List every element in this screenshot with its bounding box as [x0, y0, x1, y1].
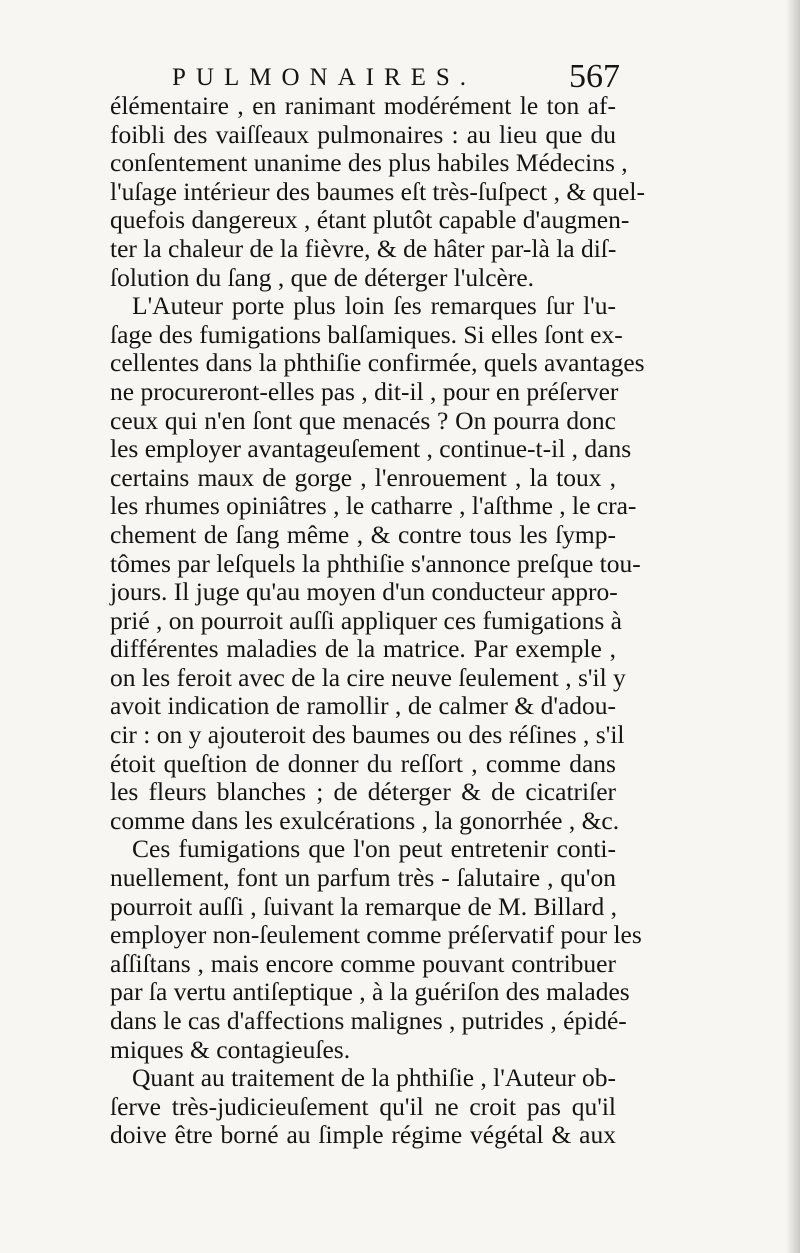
- text-line: conſentement unanime des plus habiles Médecins ,: [110, 148, 628, 178]
- text-line: cir : on y ajouteroit des baumes ou des réſines , s'il: [110, 720, 625, 750]
- text-line: dans le cas d'affections malignes , putrides , épidé-: [110, 1006, 627, 1035]
- page-edge-shadow: [786, 0, 800, 1253]
- text-line: les rhumes opiniâtres , le catharre , l'aſthme , le cra-: [110, 491, 637, 521]
- text-line: employer non-ſeulement comme préſervatif pour les: [110, 920, 642, 950]
- text-line: avoit indication de ramollir , de calmer & d'adou-: [110, 691, 616, 721]
- paragraph-4: [110, 1064, 616, 1150]
- text-line: Ces fumigations que l'on peut entretenir conti-: [132, 834, 616, 864]
- text-line: prié , on pourroit auſſi appliquer ces fumigations à: [110, 605, 622, 635]
- text-line: ſage des fumigations balſamiques. Si elles ſont ex-: [110, 319, 623, 349]
- text-line: tômes par leſquels la phthiſie s'annonce preſque tou-: [110, 548, 641, 578]
- text-line: ter la chaleur de la fièvre, & de hâter par-là la diſ-: [110, 233, 617, 263]
- text-line: ne procureront-elles pas , dit-il , pour en préſerver: [110, 376, 619, 406]
- text-line: étoit queſtion de donner du reſſort , comme dans: [110, 748, 616, 778]
- text-line: par ſa vertu antiſeptique , à la guériſon des malades: [110, 977, 630, 1007]
- page-header: [110, 50, 620, 96]
- paragraph-2: [110, 291, 645, 835]
- text-line: jours. Il juge qu'au moyen d'un conducteur appro-: [110, 577, 618, 607]
- text-line: certains maux de gorge , l'enrouement , la toux ,: [110, 462, 616, 492]
- text-line: différentes maladies de la matrice. Par exemple ,: [110, 634, 616, 664]
- running-head: PULMONAIRES.: [172, 64, 477, 91]
- text-line: comme dans les exulcérations , la gonorrhée , &c.: [110, 805, 620, 835]
- text-line: miques & contagieuſes.: [110, 1034, 351, 1064]
- text-line: pourroit auſſi , ſuivant la remarque de M. Billard ,: [110, 891, 618, 921]
- text-line: on les feroit avec de la cire neuve ſeulement , s'il y: [110, 662, 626, 692]
- text-line: nuellement, font un parfum très - ſalutaire , qu'on: [110, 863, 616, 893]
- text-line: les fleurs blanches ; de déterger & de cicatriſer: [110, 777, 616, 807]
- text-line: élémentaire , en ranimant modérément le ton af-: [110, 91, 616, 120]
- text-line: Quant au traitement de la phthiſie , l'Auteur ob-: [132, 1063, 616, 1093]
- body-text: [110, 91, 645, 1150]
- text-line: L'Auteur porte plus loin ſes remarques ſur l'u-: [132, 291, 616, 321]
- text-line: les employer avantageuſement , continue-t-il , dans: [110, 434, 632, 464]
- text-line: aſſiſtans , mais encore comme pouvant contribuer: [110, 948, 616, 978]
- text-line: ceux qui n'en ſont que menacés ? On pourra donc: [110, 405, 616, 435]
- text-line: ſerve très-judicieuſement qu'il ne croit pas qu'il: [110, 1091, 616, 1121]
- page-number: 567: [569, 58, 620, 95]
- text-line: doive être borné au ſimple régime végétal & aux: [110, 1120, 616, 1150]
- text-line: foibli des vaiſſeaux pulmonaires : au lieu que du: [110, 119, 616, 149]
- paragraph-3: [110, 834, 642, 1064]
- text-line: cellentes dans la phthiſie confirmée, quels avantages: [110, 348, 645, 378]
- text-line: chement de ſang même , & contre tous les ſymp-: [110, 519, 616, 549]
- text-line: quefois dangereux , étant plutôt capable d'augmen-: [110, 205, 630, 235]
- paragraph-1: [110, 91, 645, 292]
- text-line: l'uſage intérieur des baumes eſt très-ſuſpect , & quel-: [110, 176, 645, 206]
- text-line: ſolution du ſang , que de déterger l'ulcère.: [110, 262, 535, 292]
